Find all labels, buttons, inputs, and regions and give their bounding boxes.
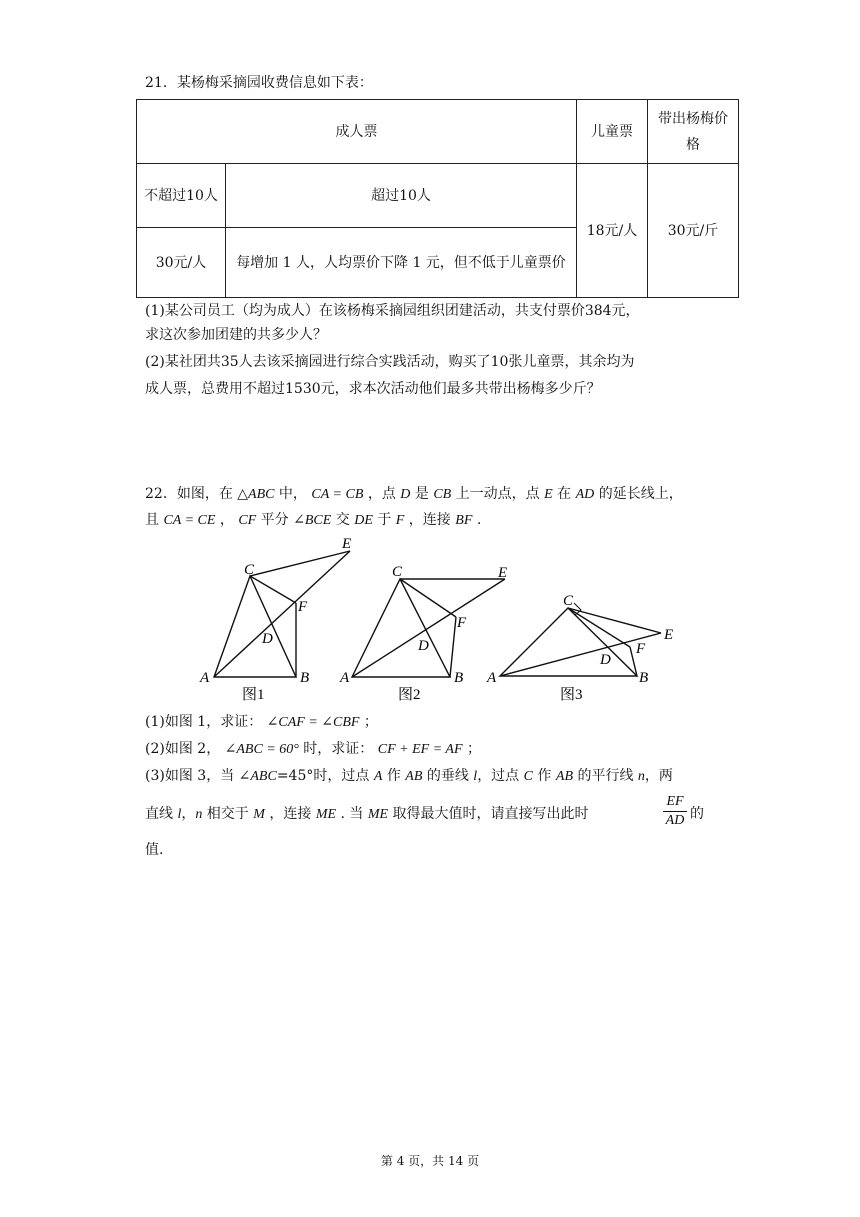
child-ticket-header: 儿童票 — [577, 100, 648, 164]
price-le10-cell: 30元/人 — [137, 228, 226, 298]
q21-p2-line1: (2)某社团共35人去该采摘园进行综合实践活动，购买了10张儿童票，其余均为 — [145, 354, 635, 370]
fig3-label-F: F — [636, 641, 646, 657]
fig2-label-A: A — [340, 670, 350, 686]
fig2-label-E: E — [498, 565, 508, 581]
fraction-ef-ad — [663, 794, 687, 829]
fee-table — [136, 99, 739, 298]
fig3-label-D: D — [600, 652, 611, 668]
fig2-label-C: C — [392, 564, 403, 580]
figure-2 — [352, 579, 505, 677]
q22-sub1: (1)如图 1，求证： ∠CAF = ∠CBF ； — [145, 714, 378, 730]
q22-line1: 22．如图，在 △ABC 中， CA = CB ，点 D 是 CB 上一动点，点 E 在 AD 的延长线上， — [145, 486, 683, 502]
fig1-label-E: E — [342, 536, 352, 552]
q22-sub3-line3: 值. — [145, 842, 164, 858]
adult-ticket-header: 成人票 — [137, 100, 577, 164]
le10-cell: 不超过10人 — [137, 164, 226, 228]
fig3-label-B: B — [639, 670, 649, 686]
q22-sub3-line2: 直线 l，n 相交于 M ，连接 ME . 当 ME 取得最大值时，请直接写出此时 — [145, 806, 589, 822]
fig1-label-A: A — [200, 670, 210, 686]
page-footer: 第 4 页，共 14 页 — [380, 1154, 480, 1168]
fig1-label-D: D — [262, 631, 273, 647]
fig1-label-C: C — [244, 562, 255, 578]
fraction-denominator: AD — [665, 813, 685, 828]
q21-p1-line1: (1)某公司员工（均为成人）在该杨梅采摘园组织团建活动，共支付票价384元， — [145, 303, 640, 319]
q21-title: 21．某杨梅采摘园收费信息如下表： — [145, 75, 373, 91]
q22-sub2: (2)如图 2， ∠ABC = 60° 时，求证： CF + EF = AF ； — [145, 741, 481, 757]
fig2-caption: 图2 — [398, 687, 421, 703]
geometry-figures — [0, 530, 860, 710]
q22-sub3-line1: (3)如图 3，当 ∠ABC=45°时，过点 A 作 AB 的垂线 l，过点 C 作 AB 的平行线 n，两 — [145, 768, 673, 784]
figure-1 — [214, 551, 350, 677]
fig3-label-C: C — [563, 593, 574, 609]
child-price-cell: 18元/人 — [577, 164, 648, 298]
fig2-label-B: B — [454, 670, 464, 686]
fraction-numerator: EF — [666, 794, 684, 809]
carry-price-header: 带出杨梅价格 — [648, 100, 739, 164]
q22-sub3-line2-end: 的 — [690, 806, 704, 822]
fig2-label-D: D — [418, 638, 429, 654]
carry-price-cell: 30元/斤 — [648, 164, 739, 298]
fig3-label-E: E — [664, 627, 674, 643]
fig1-caption: 图1 — [242, 687, 265, 703]
figure-3 — [500, 603, 661, 676]
fig2-label-F: F — [457, 615, 467, 631]
fig3-caption: 图3 — [560, 687, 583, 703]
q21-p2-line2: 成人票，总费用不超过1530元，求本次活动他们最多共带出杨梅多少斤？ — [145, 381, 601, 397]
fig3-label-A: A — [487, 670, 497, 686]
fig1-label-F: F — [298, 599, 308, 615]
gt10-cell: 超过10人 — [226, 164, 577, 228]
q21-p1-line2: 求这次参加团建的共多少人？ — [145, 327, 327, 343]
fig1-label-B: B — [300, 670, 310, 686]
q22-line2: 且 CA = CE ， CF 平分 ∠BCE 交 DE 于 F ，连接 BF . — [145, 512, 482, 528]
price-gt10-cell: 每增加 1 人，人均票价下降 1 元，但不低于儿童票价 — [226, 228, 577, 298]
